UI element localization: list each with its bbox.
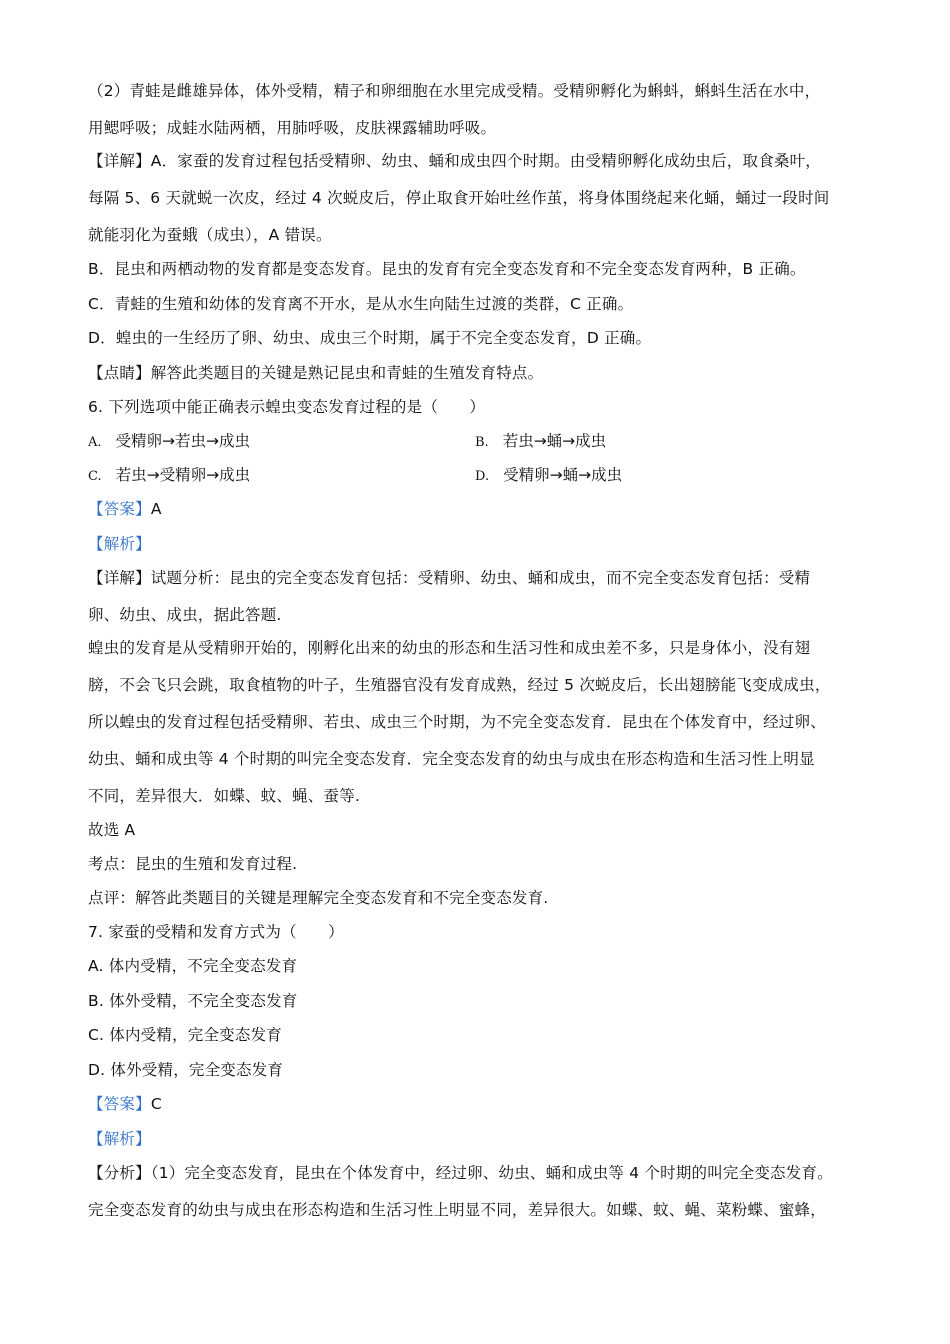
text-line: 【分析】（1）完全变态发育，昆虫在个体发育中，经过卵、幼虫、蛹和成虫等 4 个时期的叫完全变态发育。 — [88, 1164, 833, 1182]
option-letter: B. — [475, 435, 489, 450]
question-7-stem: 7. 家蚕的受精和发育方式为（ ） — [88, 923, 344, 941]
text-line: 用鳃呼吸；成蛙水陆两栖，用肺呼吸，皮肤裸露辅助呼吸。 — [88, 119, 497, 137]
q6-analysis-label: 【解析】 — [88, 535, 151, 553]
text-line: 就能羽化为蚕蛾（成虫），A 错误。 — [88, 226, 332, 244]
text-line: 每隔 5、6 天就蜕一次皮，经过 4 次蜕皮后，停止取食开始吐丝作茧，将身体围绕起来化蛹，蛹过一段时间 — [88, 189, 830, 207]
option-text: 受精卵→蛹→成虫 — [503, 466, 623, 484]
answer-value: A — [150, 500, 162, 518]
q6-answer — [88, 498, 878, 520]
q7-analysis-label: 【解析】 — [88, 1130, 151, 1148]
q6-option-a — [88, 430, 250, 454]
text-line: 【点睛】解答此类题目的关键是熟记昆虫和青蛙的生殖发育特点。 — [88, 364, 544, 382]
text-line: （2）青蛙是雌雄异体，体外受精，精子和卵细胞在水里完成受精。受精卵孵化为蝌蚪，蝌蚪生活在水中， — [88, 82, 821, 100]
text-line: 蝗虫的发育是从受精卵开始的，刚孵化出来的幼虫的形态和生活习性和成虫差不多，只是身体小，没有翅 — [88, 639, 811, 657]
q6-option-c — [88, 464, 250, 488]
answer-label: 【答案】 — [88, 1095, 151, 1113]
answer-label: 【答案】 — [88, 500, 151, 518]
text-line: C．青蛙的生殖和幼体的发育离不开水，是从水生向陆生过渡的类群，C 正确。 — [88, 295, 634, 313]
text-line: 不同，差异很大．如蝶、蚊、蝇、蚕等. — [88, 787, 361, 805]
answer-value: C — [150, 1095, 162, 1113]
text-line: 完全变态发育的幼虫与成虫在形态构造和生活习性上明显不同，差异很大。如蝶、蚊、蝇、菜粉蝶、蜜蜂， — [88, 1201, 826, 1219]
q6-option-d — [475, 464, 622, 488]
q7-option-d: D. 体外受精，完全变态发育 — [88, 1061, 284, 1079]
text-line: 幼虫、蛹和成虫等 4 个时期的叫完全变态发育．完全变态发育的幼虫与成虫在形态构造和生活习性上明显 — [88, 750, 815, 768]
text-line: 所以蝗虫的发育过程包括受精卵、若虫、成虫三个时期，为不完全变态发育．昆虫在个体发育中，经过卵、 — [88, 713, 826, 731]
option-text: 若虫→蛹→成虫 — [502, 432, 607, 450]
text-line: 【详解】A．家蚕的发育过程包括受精卵、幼虫、蛹和成虫四个时期。由受精卵孵化成幼虫后，取食桑叶， — [88, 152, 822, 170]
text-line: 【详解】试题分析：昆虫的完全变态发育包括：受精卵、幼虫、蛹和成虫，而不完全变态发育包括：受精 — [88, 569, 811, 587]
option-text: 受精卵→若虫→成虫 — [115, 432, 251, 450]
text-line: 膀，不会飞只会跳，取食植物的叶子，生殖器官没有发育成熟，经过 5 次蜕皮后，长出翅膀能飞变成成虫， — [88, 676, 831, 694]
text-line: 考点：昆虫的生殖和发育过程. — [88, 855, 298, 873]
text-line: B．昆虫和两栖动物的发育都是变态发育。昆虫的发育有完全变态发育和不完全变态发育两种，B 正确。 — [88, 260, 806, 278]
option-text: 若虫→受精卵→成虫 — [115, 466, 251, 484]
q7-option-a: A. 体内受精，不完全变态发育 — [88, 957, 298, 975]
q7-option-c: C. 体内受精，完全变态发育 — [88, 1026, 282, 1044]
question-6-stem: 6. 下列选项中能正确表示蝗虫变态发育过程的是（ ） — [88, 398, 486, 416]
text-line: 故选 A — [88, 821, 136, 839]
option-letter: D. — [475, 469, 490, 484]
text-line: D．蝗虫的一生经历了卵、幼虫、成虫三个时期，属于不完全变态发育，D 正确。 — [88, 329, 652, 347]
option-letter: A. — [88, 435, 102, 450]
option-letter: C. — [88, 469, 102, 484]
q7-option-b: B. 体外受精，不完全变态发育 — [88, 992, 298, 1010]
q6-option-b — [475, 430, 606, 454]
text-line: 点评：解答此类题目的关键是理解完全变态发育和不完全变态发育. — [88, 889, 549, 907]
text-line: 卵、幼虫、成虫，据此答题. — [88, 606, 282, 624]
q7-answer — [88, 1093, 878, 1115]
